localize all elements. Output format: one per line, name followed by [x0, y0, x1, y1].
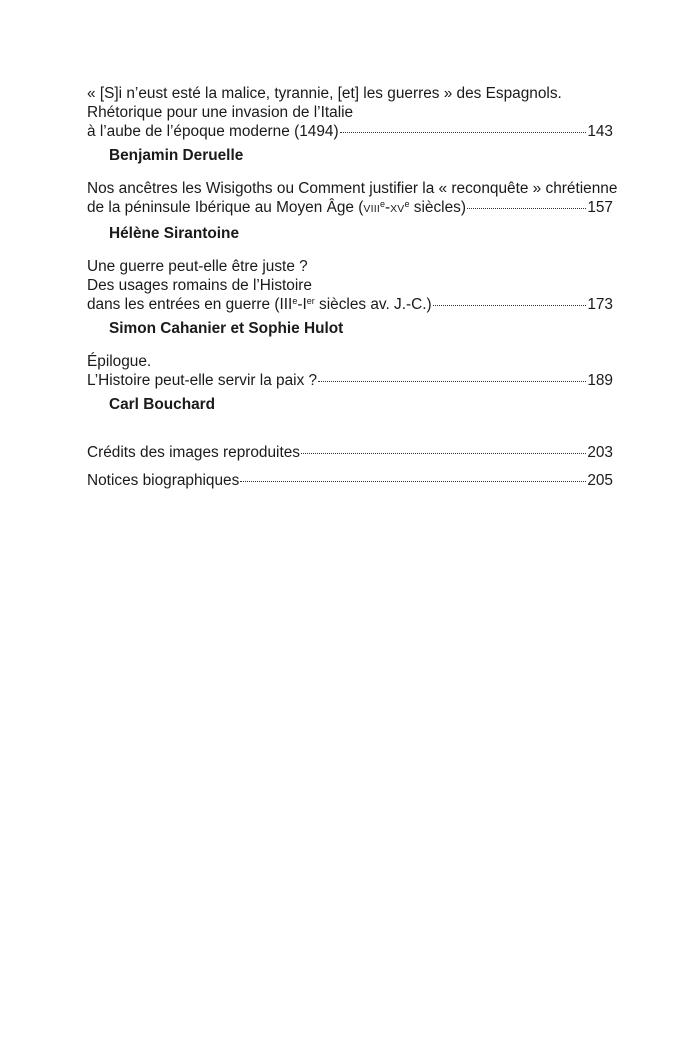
entry-title-text: Notices biographiques — [87, 472, 240, 489]
entry-author: Simon Cahanier et Sophie Hulot — [109, 320, 344, 337]
toc-entry — [87, 179, 618, 243]
entry-title-text: dans les entrées en guerre (IIIe-Ier siècles av. J.-C.) — [87, 296, 432, 313]
entry-title-line: Épilogue. — [87, 353, 152, 370]
entry-title-line: Nos ancêtres les Wisigoths ou Comment justifier la « reconquête » chrétienne — [87, 180, 618, 197]
page-number: 189 — [587, 372, 613, 389]
table-of-contents — [87, 84, 618, 490]
page-number: 205 — [587, 472, 613, 489]
toc-entry — [87, 257, 613, 338]
entry-title-text: de la péninsule Ibérique au Moyen Âge (VIIIe-XVe siècles) — [87, 199, 466, 216]
dot-leader — [240, 481, 586, 482]
entry-title-last-line[interactable] — [87, 122, 613, 141]
toc-entry-biographies[interactable] — [87, 471, 613, 490]
entry-title-line: Des usages romains de l’Histoire — [87, 277, 312, 294]
dot-leader — [318, 381, 586, 382]
entry-title-line: Rhétorique pour une invasion de l’Italie — [87, 104, 354, 121]
entry-title-last-line[interactable] — [87, 371, 613, 390]
entry-title-line: Une guerre peut-elle être juste ? — [87, 258, 308, 275]
page-number: 203 — [587, 444, 613, 461]
entry-title-text: L’Histoire peut-elle servir la paix ? — [87, 372, 318, 389]
dot-leader — [467, 208, 586, 209]
dot-leader — [301, 453, 586, 454]
dot-leader — [340, 132, 587, 133]
page-number: 173 — [587, 296, 613, 313]
toc-entry — [87, 84, 613, 165]
entry-title-text: à l’aube de l’époque moderne (1494) — [87, 123, 339, 140]
dot-leader — [433, 305, 587, 306]
page-number: 143 — [587, 123, 613, 140]
entry-author: Benjamin Deruelle — [109, 147, 244, 164]
toc-entry — [87, 352, 613, 414]
page-number: 157 — [587, 199, 613, 216]
entry-title-last-line[interactable] — [87, 198, 613, 219]
entry-title-last-line[interactable] — [87, 295, 613, 314]
entry-title-line: « [S]i n’eust esté la malice, tyrannie, [et] les guerres » des Espagnols. — [87, 85, 562, 102]
entry-title-text: Crédits des images reproduites — [87, 444, 301, 461]
entry-author: Hélène Sirantoine — [109, 225, 240, 242]
entry-author: Carl Bouchard — [109, 396, 216, 413]
toc-entry-credits[interactable] — [87, 443, 613, 462]
